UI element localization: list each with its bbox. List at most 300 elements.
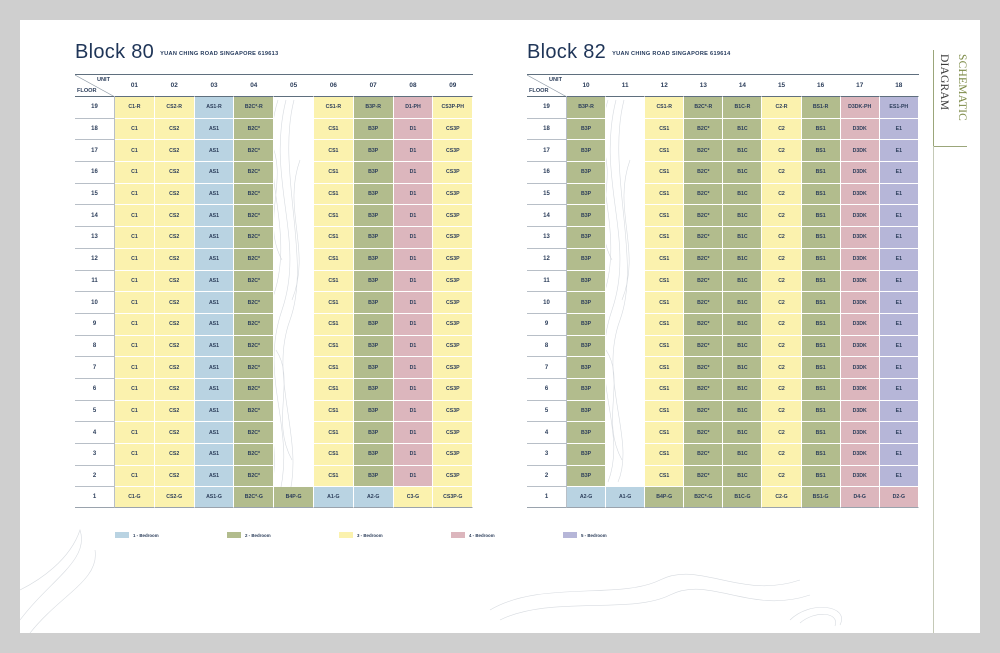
unit-type-cell: B3P bbox=[354, 466, 394, 488]
unit-type-cell: D3DK bbox=[841, 119, 880, 141]
unit-type-cell: E1 bbox=[880, 422, 919, 444]
unit-type-cell: B3P bbox=[354, 227, 394, 249]
unit-type-cell: C2 bbox=[762, 205, 801, 227]
unit-type-cell: B2C* bbox=[234, 314, 274, 336]
floor-number: 11 bbox=[527, 271, 567, 293]
unit-type-cell: D1 bbox=[394, 379, 434, 401]
unit-type-cell: C2 bbox=[762, 140, 801, 162]
unit-type-cell: B3P bbox=[354, 422, 394, 444]
unit-type-cell: C2 bbox=[762, 401, 801, 423]
unit-type-cell: CS2 bbox=[155, 401, 195, 423]
unit-type-cell: AS1 bbox=[195, 357, 235, 379]
void-cell bbox=[606, 336, 645, 358]
unit-type-cell: B2C*-R bbox=[234, 97, 274, 119]
unit-type-cell: B2C*-G bbox=[234, 487, 274, 508]
unit-type-cell: BS1 bbox=[802, 357, 841, 379]
unit-type-cell: C2 bbox=[762, 422, 801, 444]
unit-type-cell: B3P bbox=[567, 249, 606, 271]
unit-type-cell: BS1 bbox=[802, 205, 841, 227]
unit-type-cell: CS2 bbox=[155, 422, 195, 444]
legend-label: 3 - Bedroom bbox=[357, 532, 383, 538]
unit-type-cell: CS1 bbox=[314, 466, 354, 488]
unit-type-cell: B3P bbox=[567, 466, 606, 488]
unit-type-cell: B2C* bbox=[234, 249, 274, 271]
unit-type-cell: D1 bbox=[394, 357, 434, 379]
unit-type-cell: CS2 bbox=[155, 249, 195, 271]
unit-type-cell: D1 bbox=[394, 162, 434, 184]
unit-floor-corner bbox=[75, 75, 115, 97]
unit-type-cell: B3P bbox=[567, 292, 606, 314]
unit-type-cell: C2 bbox=[762, 119, 801, 141]
unit-type-cell: CS1 bbox=[645, 292, 684, 314]
unit-type-cell: B3P bbox=[354, 184, 394, 206]
unit-type-cell: D3DK bbox=[841, 271, 880, 293]
unit-type-cell: D1 bbox=[394, 271, 434, 293]
unit-type-cell: D1 bbox=[394, 205, 434, 227]
void-cell bbox=[274, 140, 314, 162]
unit-type-cell: C1 bbox=[115, 292, 155, 314]
unit-type-cell: B2C* bbox=[234, 119, 274, 141]
unit-column-header: 13 bbox=[684, 75, 723, 97]
unit-type-cell: D1 bbox=[394, 466, 434, 488]
floor-number: 8 bbox=[75, 336, 115, 358]
unit-type-cell: B1C bbox=[723, 119, 762, 141]
unit-type-cell: BS1 bbox=[802, 227, 841, 249]
unit-type-cell: A1-G bbox=[314, 487, 354, 508]
unit-type-cell: C1 bbox=[115, 314, 155, 336]
unit-column-header: 14 bbox=[723, 75, 762, 97]
unit-type-cell: D1 bbox=[394, 401, 434, 423]
unit-type-cell: D3DK bbox=[841, 379, 880, 401]
unit-type-cell: E1 bbox=[880, 119, 919, 141]
legend-swatch bbox=[227, 532, 241, 538]
unit-type-cell: C1 bbox=[115, 205, 155, 227]
unit-column-header: 15 bbox=[762, 75, 801, 97]
unit-type-cell: CS3P bbox=[433, 444, 473, 466]
unit-type-cell: AS1 bbox=[195, 205, 235, 227]
unit-type-cell: B2C* bbox=[684, 227, 723, 249]
void-cell bbox=[274, 227, 314, 249]
unit-type-cell: CS1 bbox=[645, 271, 684, 293]
unit-type-cell: AS1 bbox=[195, 314, 235, 336]
unit-header-label: UNIT bbox=[548, 77, 562, 83]
unit-type-cell: B3P bbox=[567, 162, 606, 184]
unit-type-cell: E1 bbox=[880, 140, 919, 162]
void-cell bbox=[274, 422, 314, 444]
unit-type-cell: B1C bbox=[723, 140, 762, 162]
floor-number: 16 bbox=[527, 162, 567, 184]
unit-type-cell: CS1 bbox=[314, 119, 354, 141]
unit-column-header: 10 bbox=[567, 75, 606, 97]
unit-type-cell: BS1-G bbox=[802, 487, 841, 508]
unit-type-cell: B1C bbox=[723, 466, 762, 488]
schematic-word: SCHEMATIC bbox=[956, 54, 968, 121]
floor-number: 5 bbox=[527, 401, 567, 423]
unit-type-cell: AS1 bbox=[195, 119, 235, 141]
floor-number: 12 bbox=[75, 249, 115, 271]
unit-type-cell: B3P bbox=[354, 119, 394, 141]
unit-type-cell: B2C* bbox=[684, 292, 723, 314]
unit-type-cell: CS3P bbox=[433, 422, 473, 444]
unit-type-cell: CS3P bbox=[433, 249, 473, 271]
unit-type-cell: E1 bbox=[880, 336, 919, 358]
unit-type-cell: CS1 bbox=[645, 227, 684, 249]
bedroom-legend bbox=[115, 532, 675, 538]
unit-type-cell: E1 bbox=[880, 184, 919, 206]
unit-type-cell: B1C bbox=[723, 271, 762, 293]
unit-type-cell: CS1 bbox=[645, 336, 684, 358]
block-80-name: Block 80 bbox=[75, 41, 155, 63]
unit-type-cell: CS1 bbox=[645, 119, 684, 141]
unit-type-cell: AS1 bbox=[195, 444, 235, 466]
unit-type-cell: B1C bbox=[723, 379, 762, 401]
unit-type-cell: AS1 bbox=[195, 379, 235, 401]
floor-header-label: FLOOR bbox=[529, 88, 549, 94]
void-cell bbox=[274, 119, 314, 141]
floor-number: 18 bbox=[75, 119, 115, 141]
unit-type-cell: C1 bbox=[115, 119, 155, 141]
unit-type-cell: CS3P bbox=[433, 314, 473, 336]
floor-number: 14 bbox=[527, 205, 567, 227]
unit-type-cell: B2C*-G bbox=[684, 487, 723, 508]
unit-type-cell: B2C* bbox=[684, 205, 723, 227]
floor-number: 8 bbox=[527, 336, 567, 358]
unit-type-cell: CS1 bbox=[645, 140, 684, 162]
unit-type-cell: CS1-R bbox=[645, 97, 684, 119]
unit-type-cell: D4-G bbox=[841, 487, 880, 508]
unit-type-cell: C1 bbox=[115, 379, 155, 401]
void-cell bbox=[606, 140, 645, 162]
unit-type-cell: CS1 bbox=[314, 162, 354, 184]
unit-type-cell: AS1 bbox=[195, 422, 235, 444]
unit-type-cell: B2C* bbox=[684, 249, 723, 271]
unit-type-cell: C2 bbox=[762, 249, 801, 271]
unit-type-cell: E1 bbox=[880, 162, 919, 184]
unit-type-cell: B2C* bbox=[234, 466, 274, 488]
unit-type-cell: CS2 bbox=[155, 227, 195, 249]
unit-type-cell: AS1-R bbox=[195, 97, 235, 119]
floor-number: 9 bbox=[75, 314, 115, 336]
floor-number: 2 bbox=[527, 466, 567, 488]
unit-column-header: 06 bbox=[314, 75, 354, 97]
unit-type-cell: BS1-R bbox=[802, 97, 841, 119]
unit-type-cell: CS3P bbox=[433, 184, 473, 206]
unit-header-label: UNIT bbox=[96, 77, 110, 83]
unit-type-cell: C2 bbox=[762, 444, 801, 466]
floor-number: 6 bbox=[75, 379, 115, 401]
unit-type-cell: B1C-R bbox=[723, 97, 762, 119]
unit-type-cell: B3P bbox=[567, 140, 606, 162]
void-cell bbox=[606, 97, 645, 119]
unit-column-header: 17 bbox=[841, 75, 880, 97]
unit-type-cell: AS1 bbox=[195, 336, 235, 358]
floor-number: 3 bbox=[527, 444, 567, 466]
unit-type-cell: B4P-G bbox=[645, 487, 684, 508]
side-divider-line bbox=[933, 146, 934, 633]
legend-swatch bbox=[115, 532, 129, 538]
floor-number: 1 bbox=[527, 487, 567, 508]
unit-type-cell: AS1 bbox=[195, 271, 235, 293]
floor-number: 14 bbox=[75, 205, 115, 227]
unit-type-cell: B3P bbox=[354, 336, 394, 358]
unit-type-cell: B3P bbox=[354, 140, 394, 162]
unit-type-cell: B1C bbox=[723, 314, 762, 336]
void-cell bbox=[606, 379, 645, 401]
unit-type-cell: D3DK-PH bbox=[841, 97, 880, 119]
void-cell bbox=[606, 249, 645, 271]
unit-type-cell: BS1 bbox=[802, 401, 841, 423]
floor-number: 13 bbox=[527, 227, 567, 249]
unit-type-cell: E1 bbox=[880, 205, 919, 227]
unit-type-cell: C1 bbox=[115, 271, 155, 293]
unit-type-cell: CS1 bbox=[645, 249, 684, 271]
schematic-diagram-label bbox=[933, 50, 967, 147]
void-cell bbox=[606, 162, 645, 184]
unit-type-cell: B2C* bbox=[684, 184, 723, 206]
unit-type-cell: C2 bbox=[762, 379, 801, 401]
void-cell bbox=[274, 271, 314, 293]
unit-type-cell: CS3P bbox=[433, 162, 473, 184]
unit-type-cell: C2 bbox=[762, 162, 801, 184]
unit-column-header: 07 bbox=[354, 75, 394, 97]
unit-type-cell: C3-G bbox=[394, 487, 434, 508]
floor-number: 4 bbox=[527, 422, 567, 444]
unit-type-cell: B3P bbox=[354, 249, 394, 271]
unit-type-cell: B1C-G bbox=[723, 487, 762, 508]
unit-type-cell: B2C* bbox=[234, 292, 274, 314]
unit-type-cell: AS1 bbox=[195, 292, 235, 314]
unit-type-cell: C1-R bbox=[115, 97, 155, 119]
unit-type-cell: B1C bbox=[723, 336, 762, 358]
unit-type-cell: B2C* bbox=[234, 401, 274, 423]
unit-type-cell: B3P bbox=[567, 379, 606, 401]
unit-type-cell: B1C bbox=[723, 422, 762, 444]
unit-type-cell: CS1 bbox=[314, 271, 354, 293]
unit-column-header: 02 bbox=[155, 75, 195, 97]
unit-type-cell: B3P bbox=[354, 271, 394, 293]
unit-type-cell: CS2-R bbox=[155, 97, 195, 119]
unit-type-cell: CS3P bbox=[433, 466, 473, 488]
unit-type-cell: CS3P bbox=[433, 379, 473, 401]
unit-type-cell: BS1 bbox=[802, 444, 841, 466]
unit-type-cell: C1 bbox=[115, 162, 155, 184]
unit-type-cell: CS1 bbox=[314, 205, 354, 227]
unit-type-cell: D3DK bbox=[841, 205, 880, 227]
unit-type-cell: B2C* bbox=[684, 314, 723, 336]
block-82-address: YUAN CHING ROAD SINGAPORE 619614 bbox=[612, 51, 731, 57]
unit-type-cell: B1C bbox=[723, 205, 762, 227]
unit-type-cell: B3P-R bbox=[567, 97, 606, 119]
unit-type-cell: B2C* bbox=[684, 444, 723, 466]
unit-type-cell: CS3P bbox=[433, 357, 473, 379]
void-cell bbox=[274, 379, 314, 401]
void-cell bbox=[606, 444, 645, 466]
unit-type-cell: BS1 bbox=[802, 184, 841, 206]
block-80-unit-table bbox=[75, 74, 473, 508]
unit-column-header: 03 bbox=[195, 75, 235, 97]
unit-type-cell: E1 bbox=[880, 379, 919, 401]
unit-type-cell: CS2-G bbox=[155, 487, 195, 508]
floor-number: 13 bbox=[75, 227, 115, 249]
unit-type-cell: D1 bbox=[394, 422, 434, 444]
unit-type-cell: B3P bbox=[567, 271, 606, 293]
unit-type-cell: B3P bbox=[354, 292, 394, 314]
unit-type-cell: C2 bbox=[762, 466, 801, 488]
unit-type-cell: C1 bbox=[115, 357, 155, 379]
unit-type-cell: D1 bbox=[394, 314, 434, 336]
void-cell bbox=[274, 336, 314, 358]
unit-type-cell: B3P bbox=[354, 357, 394, 379]
unit-type-cell: D3DK bbox=[841, 227, 880, 249]
unit-type-cell: CS1 bbox=[314, 422, 354, 444]
unit-type-cell: D3DK bbox=[841, 314, 880, 336]
unit-type-cell: C2-G bbox=[762, 487, 801, 508]
unit-type-cell: B3P bbox=[567, 227, 606, 249]
void-cell bbox=[274, 357, 314, 379]
void-cell bbox=[606, 422, 645, 444]
unit-type-cell: CS1 bbox=[314, 292, 354, 314]
legend-label: 1 - Bedroom bbox=[133, 532, 159, 538]
unit-type-cell: BS1 bbox=[802, 271, 841, 293]
legend-item-4-bedroom bbox=[451, 532, 563, 538]
unit-type-cell: BS1 bbox=[802, 379, 841, 401]
unit-type-cell: CS1 bbox=[645, 205, 684, 227]
unit-type-cell: CS3P bbox=[433, 271, 473, 293]
unit-type-cell: B3P bbox=[354, 205, 394, 227]
unit-type-cell: CS3P bbox=[433, 119, 473, 141]
unit-type-cell: C2-R bbox=[762, 97, 801, 119]
void-cell bbox=[274, 205, 314, 227]
block-82-title bbox=[527, 41, 731, 64]
diagram-word: DIAGRAM bbox=[938, 54, 950, 111]
unit-column-header: 08 bbox=[394, 75, 434, 97]
floor-number: 10 bbox=[527, 292, 567, 314]
unit-type-cell: CS2 bbox=[155, 271, 195, 293]
unit-type-cell: CS2 bbox=[155, 314, 195, 336]
unit-type-cell: A1-G bbox=[606, 487, 645, 508]
unit-type-cell: CS2 bbox=[155, 205, 195, 227]
unit-type-cell: C1-G bbox=[115, 487, 155, 508]
unit-type-cell: CS1 bbox=[645, 466, 684, 488]
unit-type-cell: D3DK bbox=[841, 444, 880, 466]
void-cell bbox=[274, 162, 314, 184]
floor-number: 10 bbox=[75, 292, 115, 314]
unit-type-cell: BS1 bbox=[802, 119, 841, 141]
void-cell bbox=[606, 292, 645, 314]
unit-type-cell: D1 bbox=[394, 119, 434, 141]
legend-swatch bbox=[339, 532, 353, 538]
unit-type-cell: B2C* bbox=[234, 140, 274, 162]
unit-type-cell: C1 bbox=[115, 422, 155, 444]
legend-swatch bbox=[563, 532, 577, 538]
void-cell bbox=[274, 97, 314, 119]
unit-type-cell: D3DK bbox=[841, 162, 880, 184]
unit-type-cell: CS2 bbox=[155, 357, 195, 379]
unit-type-cell: CS1 bbox=[645, 444, 684, 466]
unit-type-cell: B1C bbox=[723, 184, 762, 206]
brochure-page bbox=[20, 20, 980, 633]
unit-type-cell: CS1 bbox=[314, 444, 354, 466]
unit-type-cell: D3DK bbox=[841, 401, 880, 423]
unit-type-cell: AS1 bbox=[195, 162, 235, 184]
floor-number: 15 bbox=[527, 184, 567, 206]
unit-type-cell: B1C bbox=[723, 249, 762, 271]
unit-type-cell: CS3P bbox=[433, 292, 473, 314]
unit-type-cell: CS2 bbox=[155, 119, 195, 141]
unit-type-cell: CS3P-G bbox=[433, 487, 473, 508]
legend-label: 5 - Bedroom bbox=[581, 532, 607, 538]
unit-type-cell: C1 bbox=[115, 227, 155, 249]
unit-type-cell: E1 bbox=[880, 444, 919, 466]
unit-type-cell: D1 bbox=[394, 140, 434, 162]
unit-type-cell: A2-G bbox=[567, 487, 606, 508]
floor-number: 19 bbox=[527, 97, 567, 119]
unit-type-cell: C1 bbox=[115, 184, 155, 206]
unit-type-cell: B2C* bbox=[684, 336, 723, 358]
void-cell bbox=[606, 227, 645, 249]
unit-type-cell: CS1-R bbox=[314, 97, 354, 119]
unit-type-cell: D3DK bbox=[841, 336, 880, 358]
unit-type-cell: D3DK bbox=[841, 184, 880, 206]
unit-type-cell: B2C* bbox=[234, 205, 274, 227]
unit-type-cell: B2C* bbox=[684, 422, 723, 444]
unit-type-cell: B2C*-R bbox=[684, 97, 723, 119]
unit-type-cell: CS1 bbox=[314, 357, 354, 379]
unit-type-cell: CS1 bbox=[314, 314, 354, 336]
block-80-title bbox=[75, 41, 279, 64]
floor-number: 19 bbox=[75, 97, 115, 119]
floor-number: 4 bbox=[75, 422, 115, 444]
unit-type-cell: B3P-R bbox=[354, 97, 394, 119]
void-cell bbox=[274, 249, 314, 271]
legend-item-2-bedroom bbox=[227, 532, 339, 538]
unit-type-cell: D3DK bbox=[841, 292, 880, 314]
unit-type-cell: B2C* bbox=[684, 119, 723, 141]
floor-number: 12 bbox=[527, 249, 567, 271]
unit-type-cell: B2C* bbox=[234, 184, 274, 206]
unit-type-cell: B2C* bbox=[684, 466, 723, 488]
unit-type-cell: B2C* bbox=[684, 379, 723, 401]
block-80-address: YUAN CHING ROAD SINGAPORE 619613 bbox=[160, 51, 279, 57]
unit-type-cell: CS2 bbox=[155, 336, 195, 358]
unit-type-cell: B1C bbox=[723, 162, 762, 184]
unit-type-cell: B1C bbox=[723, 227, 762, 249]
unit-type-cell: B2C* bbox=[684, 271, 723, 293]
unit-type-cell: CS2 bbox=[155, 184, 195, 206]
floor-number: 5 bbox=[75, 401, 115, 423]
unit-type-cell: BS1 bbox=[802, 466, 841, 488]
unit-type-cell: BS1 bbox=[802, 162, 841, 184]
legend-item-3-bedroom bbox=[339, 532, 451, 538]
unit-type-cell: D3DK bbox=[841, 357, 880, 379]
floor-header-label: FLOOR bbox=[77, 88, 97, 94]
unit-type-cell: CS3P bbox=[433, 401, 473, 423]
unit-type-cell: BS1 bbox=[802, 314, 841, 336]
unit-type-cell: CS1 bbox=[314, 140, 354, 162]
unit-type-cell: D1 bbox=[394, 227, 434, 249]
unit-type-cell: D3DK bbox=[841, 140, 880, 162]
unit-type-cell: CS2 bbox=[155, 379, 195, 401]
unit-type-cell: CS1 bbox=[645, 422, 684, 444]
void-cell bbox=[274, 184, 314, 206]
floor-number: 16 bbox=[75, 162, 115, 184]
unit-type-cell: C1 bbox=[115, 249, 155, 271]
unit-type-cell: D1-PH bbox=[394, 97, 434, 119]
unit-type-cell: CS3P bbox=[433, 227, 473, 249]
floor-number: 7 bbox=[75, 357, 115, 379]
floor-number: 17 bbox=[75, 140, 115, 162]
unit-type-cell: B3P bbox=[567, 357, 606, 379]
